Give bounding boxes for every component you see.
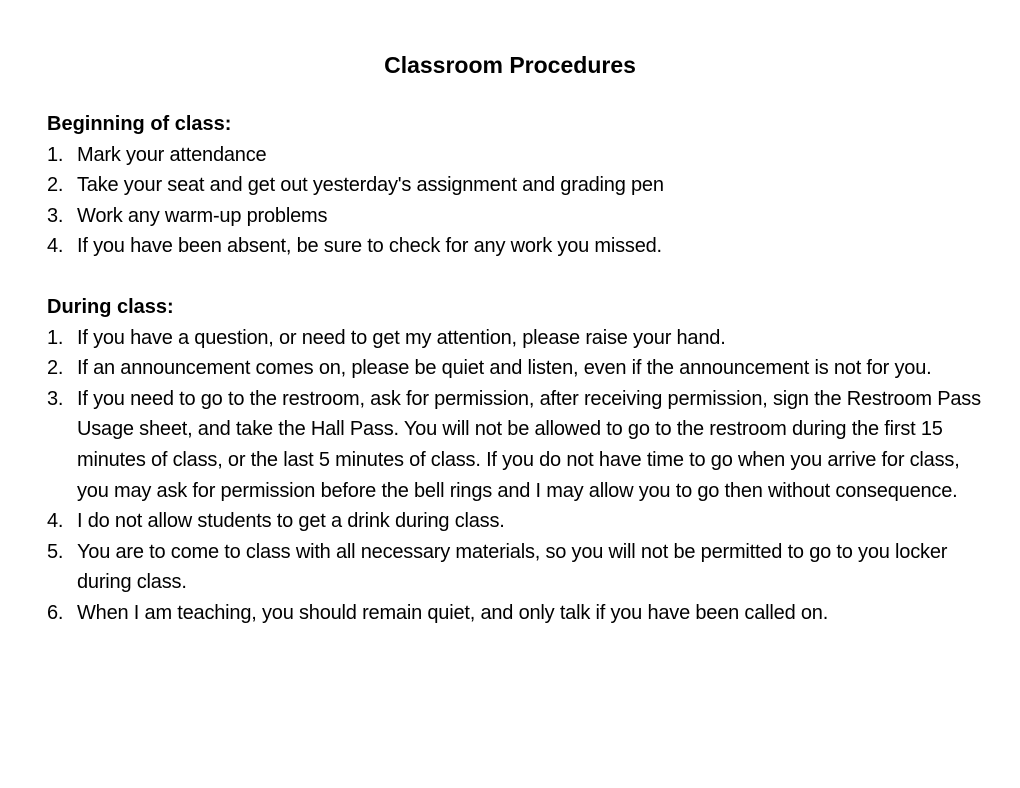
list-item: [47, 323, 987, 354]
section-heading: During class:: [47, 296, 174, 318]
list-item: [47, 353, 987, 384]
item-text: Work any warm-up problems: [77, 204, 328, 227]
list-item: [47, 384, 987, 506]
item-number: 5.: [47, 540, 64, 563]
item-number: 2.: [47, 174, 64, 197]
list-item: [47, 201, 987, 232]
item-text: Take your seat and get out yesterday's assignment and grading pen: [77, 174, 664, 197]
list-item: [47, 170, 987, 201]
procedure-list: [47, 323, 987, 629]
item-number: 4.: [47, 235, 64, 258]
item-number: 1.: [47, 143, 64, 166]
section-heading: Beginning of class:: [47, 113, 232, 135]
item-text: If you have a question, or need to get my attention, please raise your hand.: [77, 326, 726, 349]
section-beginning-of-class: [47, 109, 987, 262]
item-text: When I am teaching, you should remain quiet, and only talk if you have been called on.: [77, 601, 829, 624]
list-item: [47, 598, 987, 629]
item-number: 2.: [47, 357, 64, 380]
list-item: [47, 537, 987, 598]
item-text: I do not allow students to get a drink during class.: [77, 510, 505, 533]
item-text: If you have been absent, be sure to check for any work you missed.: [77, 235, 662, 258]
item-number: 3.: [47, 387, 64, 410]
item-text: If you need to go to the restroom, ask for permission, after receiving permission, sign the Restroom Pass Usage sheet, and take the Hall Pass. You will not be allowed to go to the restroom during the first 15 minutes of class, or the last 5 minutes of class. If you do not have time to go when you arrive for class, you may ask for permission before the bell rings and I may allow you to go then without consequence.: [77, 387, 981, 502]
item-text: You are to come to class with all necessary materials, so you will not be permitted to go to you locker during class.: [77, 540, 948, 594]
item-text: Mark your attendance: [77, 143, 267, 166]
list-item: [47, 231, 987, 262]
item-number: 3.: [47, 204, 64, 227]
item-number: 1.: [47, 326, 64, 349]
page-title: Classroom Procedures: [384, 52, 636, 78]
section-during-class: [47, 292, 987, 629]
list-item: [47, 506, 987, 537]
item-number: 4.: [47, 510, 64, 533]
list-item: [47, 140, 987, 171]
item-text: If an announcement comes on, please be quiet and listen, even if the announcement is not for you.: [77, 357, 932, 380]
item-number: 6.: [47, 601, 64, 624]
procedure-list: [47, 140, 987, 262]
